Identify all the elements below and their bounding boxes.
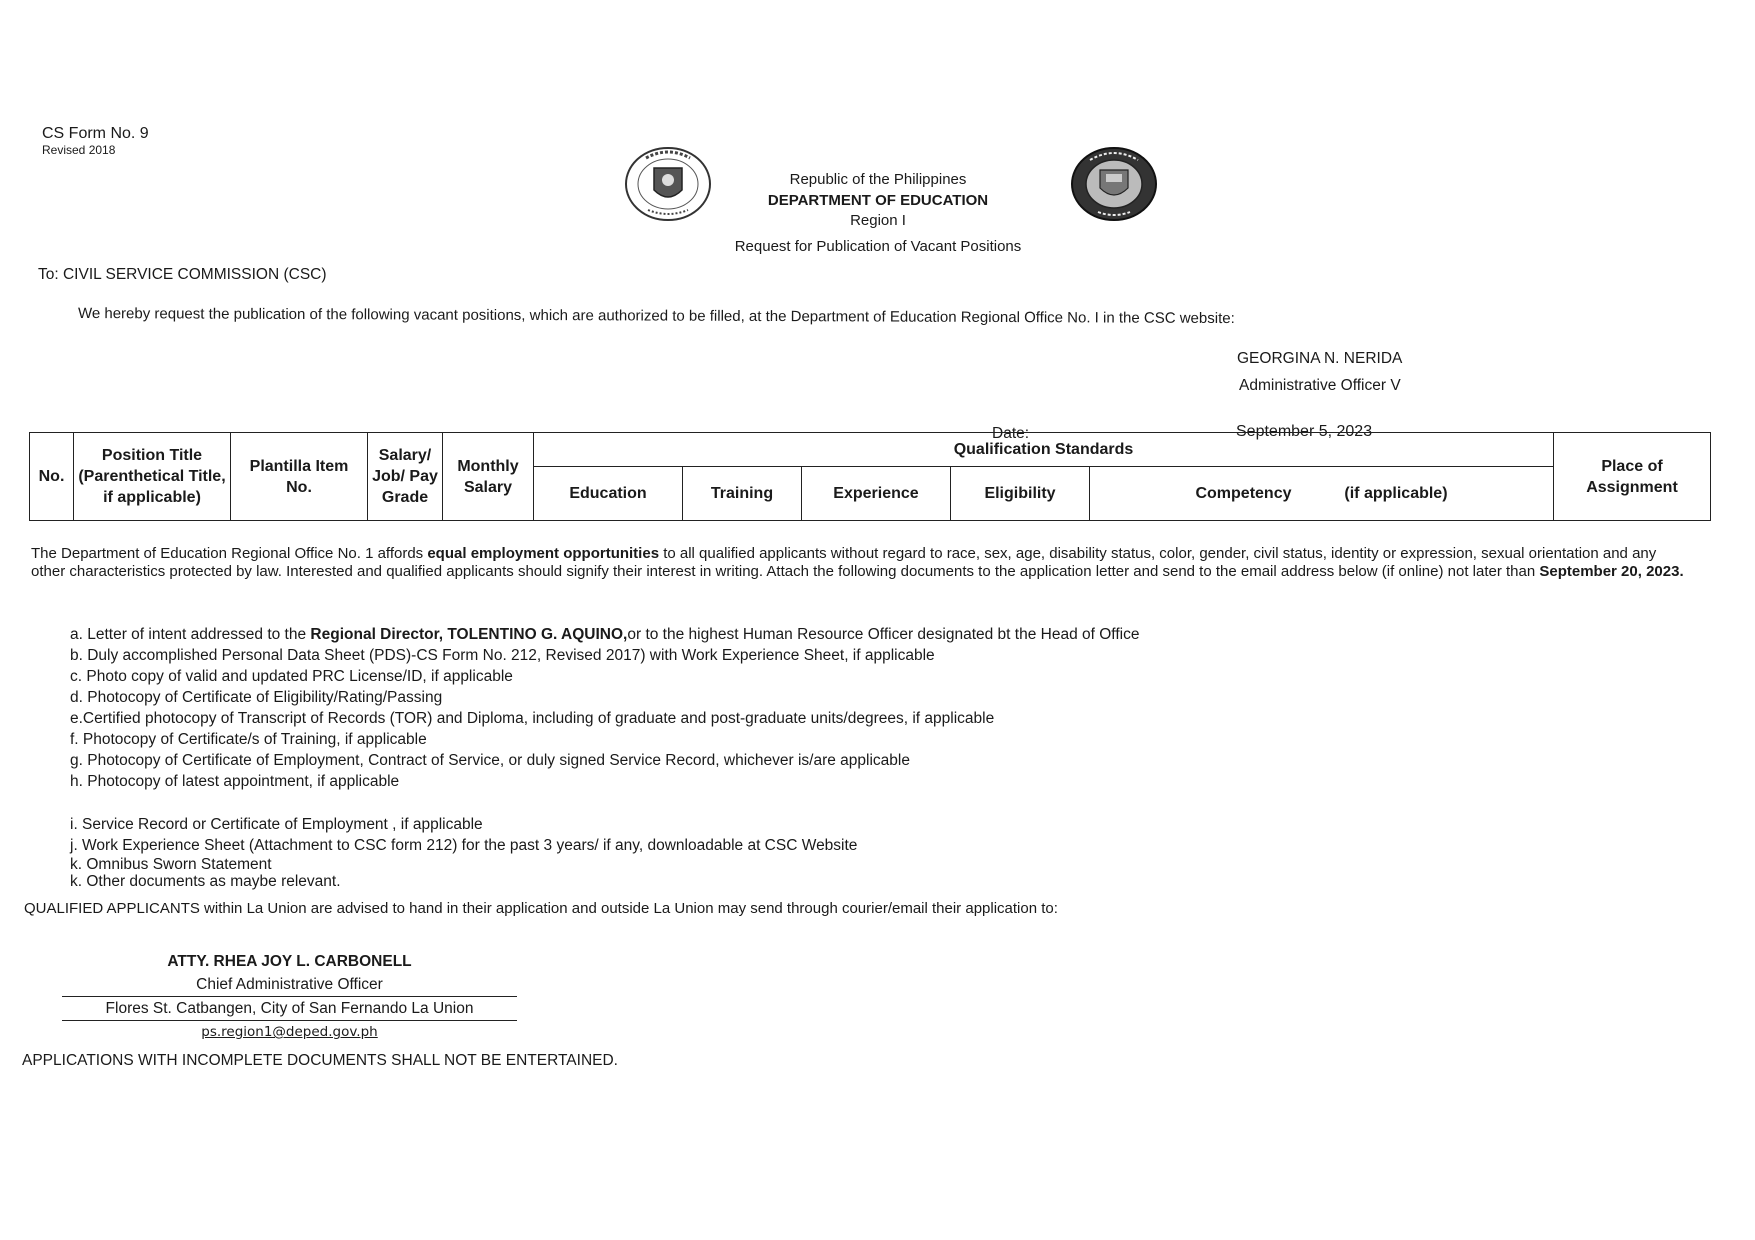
incomplete-documents-warning: APPLICATIONS WITH INCOMPLETE DOCUMENTS SHALL NOT BE ENTERTAINED.: [22, 1052, 618, 1069]
notice-text-cont: to all qualified applicants without regard to race, sex, age, disability status, color, gender, civil status, identity or expression, sexual orientation and any other characteristics protected by law. Interested and qualified applicants should signify their interest in writing. Attach the following documents to the application letter and send to the email address below (if online) not later than: [31, 545, 1657, 580]
requirement-item: i. Service Record or Certificate of Employment , if applicable: [70, 816, 483, 833]
intro-text: We hereby request the publication of the following vacant positions, which are authorized to be filled, at the Department of Education Regional Office No. I in the CSC website:: [77, 305, 1235, 328]
notice-emphasis: equal employment opportunities: [427, 545, 660, 562]
requirement-item: f. Photocopy of Certificate/s of Training, if applicable: [70, 731, 427, 748]
additional-requirements-list: [70, 814, 857, 890]
header-education: Education: [534, 467, 683, 521]
header-monthly-salary: Monthly Salary: [443, 433, 534, 521]
header-training: Training: [683, 467, 802, 521]
addressee: To: CIVIL SERVICE COMMISSION (CSC): [38, 266, 327, 283]
deped-region-seal-icon: [1070, 146, 1158, 222]
vacancy-table: [29, 432, 1711, 521]
requirement-item: c. Photo copy of valid and updated PRC License/ID, if applicable: [70, 668, 513, 685]
date-label: Date:: [992, 425, 1030, 442]
requirement-item: e.Certified photocopy of Transcript of Records (TOR) and Diploma, including of graduate and post-graduate units/degrees, if applicable: [70, 710, 995, 727]
requirement-item: h. Photocopy of latest appointment, if applicable: [70, 773, 400, 790]
header-eligibility: Eligibility: [951, 467, 1090, 521]
application-deadline: September 20, 2023.: [1539, 563, 1684, 580]
date-value: September 5, 2023: [1236, 423, 1373, 440]
form-revision: Revised 2018: [42, 143, 116, 157]
competency-note: (if applicable): [1344, 485, 1448, 502]
header-salary-grade: Salary/ Job/ Pay Grade: [368, 433, 443, 521]
requirement-item: b. Duly accomplished Personal Data Sheet (PDS)-CS Form No. 212, Revised 2017) with Work Experience Sheet, if applicable: [70, 647, 935, 664]
equal-opportunity-notice: [31, 545, 1691, 581]
form-number: CS Form No. 9: [42, 125, 149, 142]
requirements-list: [70, 624, 1139, 792]
requirement-item: g. Photocopy of Certificate of Employment, Contract of Service, or duly signed Service Record, whichever is/are applicable: [70, 752, 910, 769]
requirement-item: a. Letter of intent addressed to the Regional Director, TOLENTINO G. AQUINO,or to the highest Human Resource Officer designated bt the Head of Office: [70, 626, 1140, 643]
signatory-title: Administrative Officer V: [1239, 377, 1401, 394]
submission-instructions: QUALIFIED APPLICANTS within La Union are advised to hand in their application and outside La Union may send through courier/email their application to:: [24, 900, 1058, 917]
contact-block: [62, 950, 517, 1043]
header-qualification-standards: Qualification Standards: [534, 433, 1554, 467]
contact-name: ATTY. RHEA JOY L. CARBONELL: [167, 953, 412, 970]
contact-address: Flores St. Catbangen, City of San Fernando La Union: [62, 997, 517, 1021]
notice-text: The Department of Education Regional Office No. 1 affords: [31, 545, 428, 562]
contact-email-link[interactable]: ps.region1@deped.gov.ph: [201, 1024, 378, 1040]
signatory-name: GEORGINA N. NERIDA: [1237, 350, 1403, 367]
header-region: Region I: [850, 212, 906, 229]
header-department: DEPARTMENT OF EDUCATION: [767, 192, 989, 209]
requirement-item: k. Omnibus Sworn Statement: [70, 856, 272, 873]
header-no: No.: [30, 433, 74, 521]
kagawaran-seal-icon: [624, 146, 712, 222]
header-plantilla: Plantilla Item No.: [231, 433, 368, 521]
requirement-item: d. Photocopy of Certificate of Eligibility/Rating/Passing: [70, 689, 443, 706]
requirement-item: j. Work Experience Sheet (Attachment to CSC form 212) for the past 3 years/ if any, downloadable at CSC Website: [70, 837, 858, 854]
header-competency: [1090, 467, 1554, 521]
header-place-of-assignment: Place of Assignment: [1554, 433, 1711, 521]
header-position-title: Position Title (Parenthetical Title, if applicable): [74, 433, 231, 521]
requirement-item: k. Other documents as maybe relevant.: [70, 873, 341, 890]
contact-title: Chief Administrative Officer: [62, 974, 517, 997]
document-title: Request for Publication of Vacant Positions: [734, 238, 1022, 255]
competency-label: Competency: [1195, 485, 1292, 502]
header-republic: Republic of the Philippines: [789, 171, 967, 188]
header-experience: Experience: [802, 467, 951, 521]
